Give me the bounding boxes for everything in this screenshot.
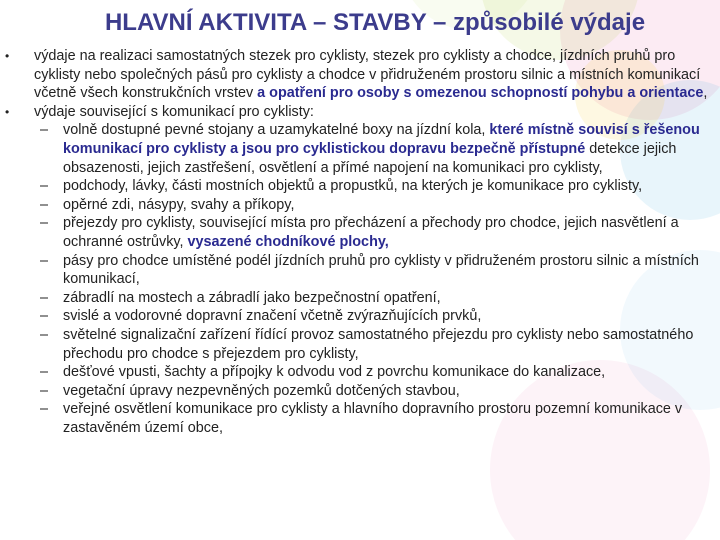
bullet-text: výdaje na realizaci samostatných stezek pro cyklisty, stezek pro cyklisty a chodce, jízdních pruhů pro cyklisty nebo společných pásů pro cyklisty a chodce v přidruženém prostoru silnic a místních komunikací včetně všech konstrukčních vrstev [34,48,701,102]
list-item [0,252,720,289]
list-item [0,307,720,326]
dash-mark: – [40,252,49,269]
bullet-text: výdaje související s komunikací pro cyklisty: [34,103,314,120]
dash-mark: – [40,364,49,381]
list-item-text: vegetační úpravy nezpevněných pozemků dotčených stavbou, [63,382,460,399]
list-item-text: podchody, lávky, části mostních objektů a propustků, na kterých je komunikace pro cyklisty, [63,178,643,195]
sub-list [0,121,720,437]
page-title: HLAVNÍ AKTIVITA – STAVBY – způsobilé výdaje [104,9,646,36]
bullet-item [0,103,720,122]
bullet-mark: • [5,104,10,119]
dash-mark: – [40,178,49,195]
list-item-text: pásy pro chodce umístěné podél jízdních pruhů pro cyklisty v přidruženém prostoru silnic a místních komunikací, [63,252,699,288]
list-item [0,289,720,308]
list-item-text: detekce jejich obsazenosti, jejich zastřešení, osvětlení a přímé napojení na komunikaci pro cyklisty, [63,140,677,176]
dash-mark: – [40,122,49,139]
list-item-text: veřejné osvětlení komunikace pro cyklisty a hlavního dopravního prostoru pozemní komunikace v zastavěném území obce, [63,401,683,436]
list-item [0,363,720,382]
list-item [0,382,720,401]
list-item-highlight: vysazené chodníkové plochy, [187,233,389,250]
slide-content [0,47,720,437]
list-item-highlight: které místně souvisí s řešenou komunikací pro cyklisty a jsou pro cyklistickou dopravu bezpečně přístupné [63,122,700,157]
list-item-text: opěrné zdi, násypy, svahy a příkopy, [63,196,295,213]
list-item-text: svislé a vodorovné dopravní značení včetně zvýrazňujících prvků, [63,308,482,325]
dash-mark: – [40,326,49,343]
dash-mark: – [40,401,49,418]
list-item-text: dešťové vpusti, šachty a přípojky k odvodu vod z povrchu komunikace do kanalizace, [63,364,606,381]
dash-mark: – [40,308,49,325]
bullet-suffix: , [703,85,708,102]
dash-mark: – [40,382,49,399]
bullet-mark: • [5,49,10,63]
bullet-item [0,47,720,103]
list-item [0,400,720,437]
list-item-text: zábradlí na mostech a zábradlí jako bezpečnostní opatření, [63,289,441,306]
list-item [0,214,720,251]
list-item [0,121,720,177]
dash-mark: – [40,196,49,213]
list-item-text: světelné signalizační zařízení řídící provoz samostatného přejezdu pro cyklisty nebo samostatného přechodu pro chodce s přejezdem pro cyklisty, [63,326,694,362]
list-item-text: volně dostupné pevné stojany a uzamykatelné boxy na jízdní kola, [63,122,490,139]
list-item [0,177,720,196]
list-item-text: přejezdy pro cyklisty, související místa pro přecházení a přechody pro chodce, jejich nasvětlení a ochranné ostrůvky, [63,215,679,250]
list-item [0,196,720,215]
dash-mark: – [40,215,49,232]
list-item [0,326,720,363]
dash-mark: – [40,289,49,306]
bullet-highlight: a opatření pro osoby s omezenou schopností pohybu a orientace [257,85,704,102]
